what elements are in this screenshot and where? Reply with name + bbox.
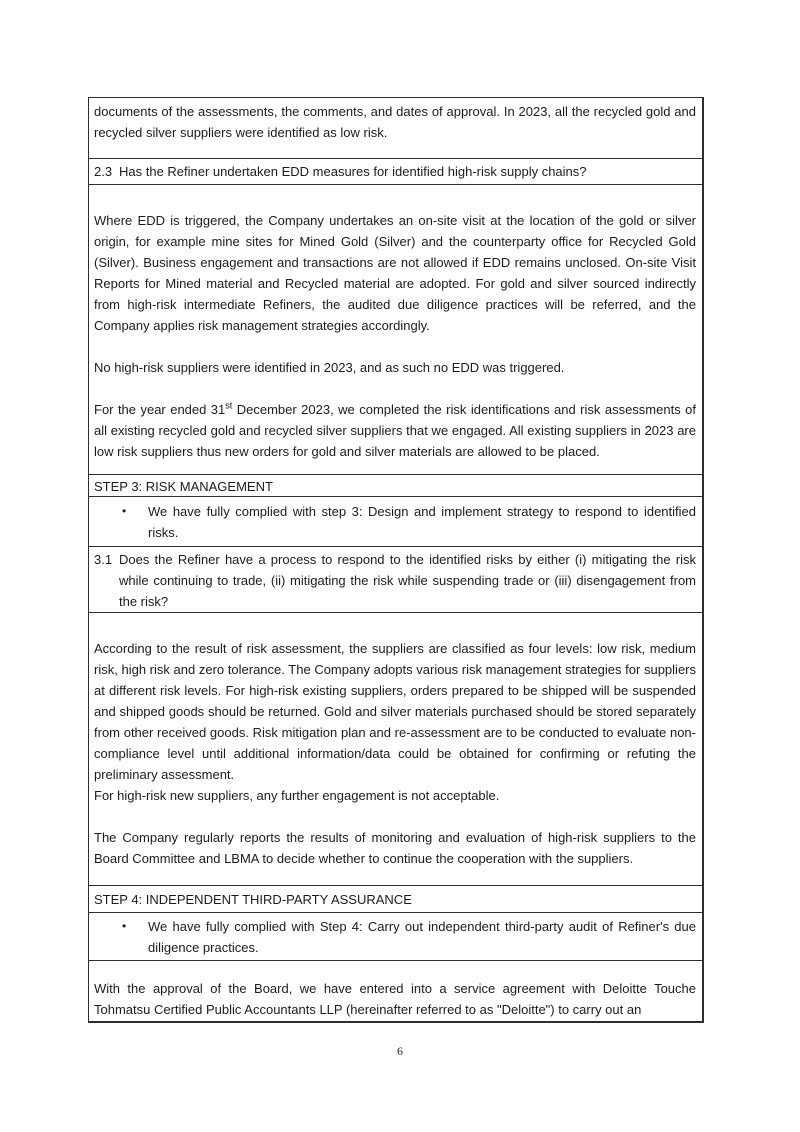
risk-paragraph-1: According to the result of risk assessment, the suppliers are classified as four levels: low risk, medium risk, high risk and zero tolerance. The Company adopts various risk management strategies for suppliers at different risk levels. For high-risk existing suppliers, orders prepared to be shipped will be suspended and shipped goods should be returned. Gold and silver materials purchased should be stored separately from other received goods. Risk mitigation plan and re-assessment are to be conducted to evaluate non-compliance level until additional information/data could be obtained for confirming or refuting the preliminary assessment. — [94, 641, 696, 782]
question-number: 3.1 — [94, 552, 113, 567]
risk-paragraph-3: The Company regularly reports the results of monitoring and evaluation of high-risk suppliers to the Board Committee and LBMA to decide whether to continue the cooperation with the suppliers. — [94, 830, 696, 866]
step4-compliance-cell — [89, 913, 702, 961]
step4-bullet-text: We have fully complied with Step 4: Carry out independent third-party audit of Refiner's due diligence practices. — [148, 919, 696, 955]
continuation-text-cell — [89, 98, 702, 159]
edd-paragraph-2: No high-risk suppliers were identified in 2023, and as such no EDD was triggered. — [94, 360, 565, 375]
step3-header: STEP 3: RISK MANAGEMENT — [94, 479, 273, 494]
question-3-1-cell — [89, 547, 702, 613]
closing-paragraph: With the approval of the Board, we have entered into a service agreement with Deloitte Touche Tohmatsu Certified Public Accountants LLP (hereinafter referred to as "Deloitte") to carry out an — [94, 981, 696, 1017]
step4-bullet-item — [94, 916, 696, 958]
risk-management-answer-cell — [89, 613, 702, 886]
step3-bullet-text: We have fully complied with step 3: Design and implement strategy to respond to identified risks. — [148, 504, 696, 540]
question-2-3 — [94, 161, 696, 182]
question-text: Has the Refiner undertaken EDD measures for identified high-risk supply chains? — [119, 164, 587, 179]
step3-bullet-item — [94, 501, 696, 543]
edd-paragraph-1: Where EDD is triggered, the Company undertakes an on-site visit at the location of the gold or silver origin, for example mine sites for Mined Gold (Silver) and the counterparty office for Recycled Gold (Silver). Business engagement and transactions are not allowed if EDD remains unclosed. On-site Visit Reports for Mined material and Recycled material are adopted. For gold and silver sourced indirectly from high-risk intermediate Refiners, the audited due diligence practices will be referred, and the Company applies risk management strategies accordingly. — [94, 213, 696, 333]
step3-header-cell — [89, 475, 702, 497]
question-2-3-cell — [89, 159, 702, 185]
risk-paragraph-2: For high-risk new suppliers, any further engagement is not acceptable. — [94, 788, 500, 803]
step3-compliance-cell — [89, 497, 702, 547]
bullet-icon: • — [122, 504, 127, 518]
question-number: 2.3 — [94, 164, 113, 179]
page-number: 6 — [397, 1044, 403, 1058]
ordinal-superscript: st — [225, 400, 233, 411]
question-3-1 — [94, 549, 696, 612]
continuation-paragraph: documents of the assessments, the comments, and dates of approval. In 2023, all the recycled gold and recycled silver suppliers were identified as low risk. — [94, 104, 696, 140]
compliance-report-table — [88, 97, 704, 1023]
edd-paragraph-3: For the year ended 31st December 2023, we completed the risk identifications and risk assessments of all existing recycled gold and recycled silver suppliers that we engaged. All existing suppliers in 2023 are low risk suppliers thus new orders for gold and silver materials are allowed to be placed. — [94, 400, 697, 459]
step4-header-cell — [89, 886, 702, 913]
step4-header: STEP 4: INDEPENDENT THIRD-PARTY ASSURANCE — [94, 892, 412, 907]
closing-text-cell — [89, 961, 702, 1021]
bullet-icon: • — [122, 919, 127, 933]
edd-answer-cell — [89, 185, 702, 475]
question-text: Does the Refiner have a process to respond to the identified risks by either (i) mitigating the risk while continuing to trade, (ii) mitigating the risk while suspending trade or (iii) disengagement from the risk? — [119, 552, 696, 609]
